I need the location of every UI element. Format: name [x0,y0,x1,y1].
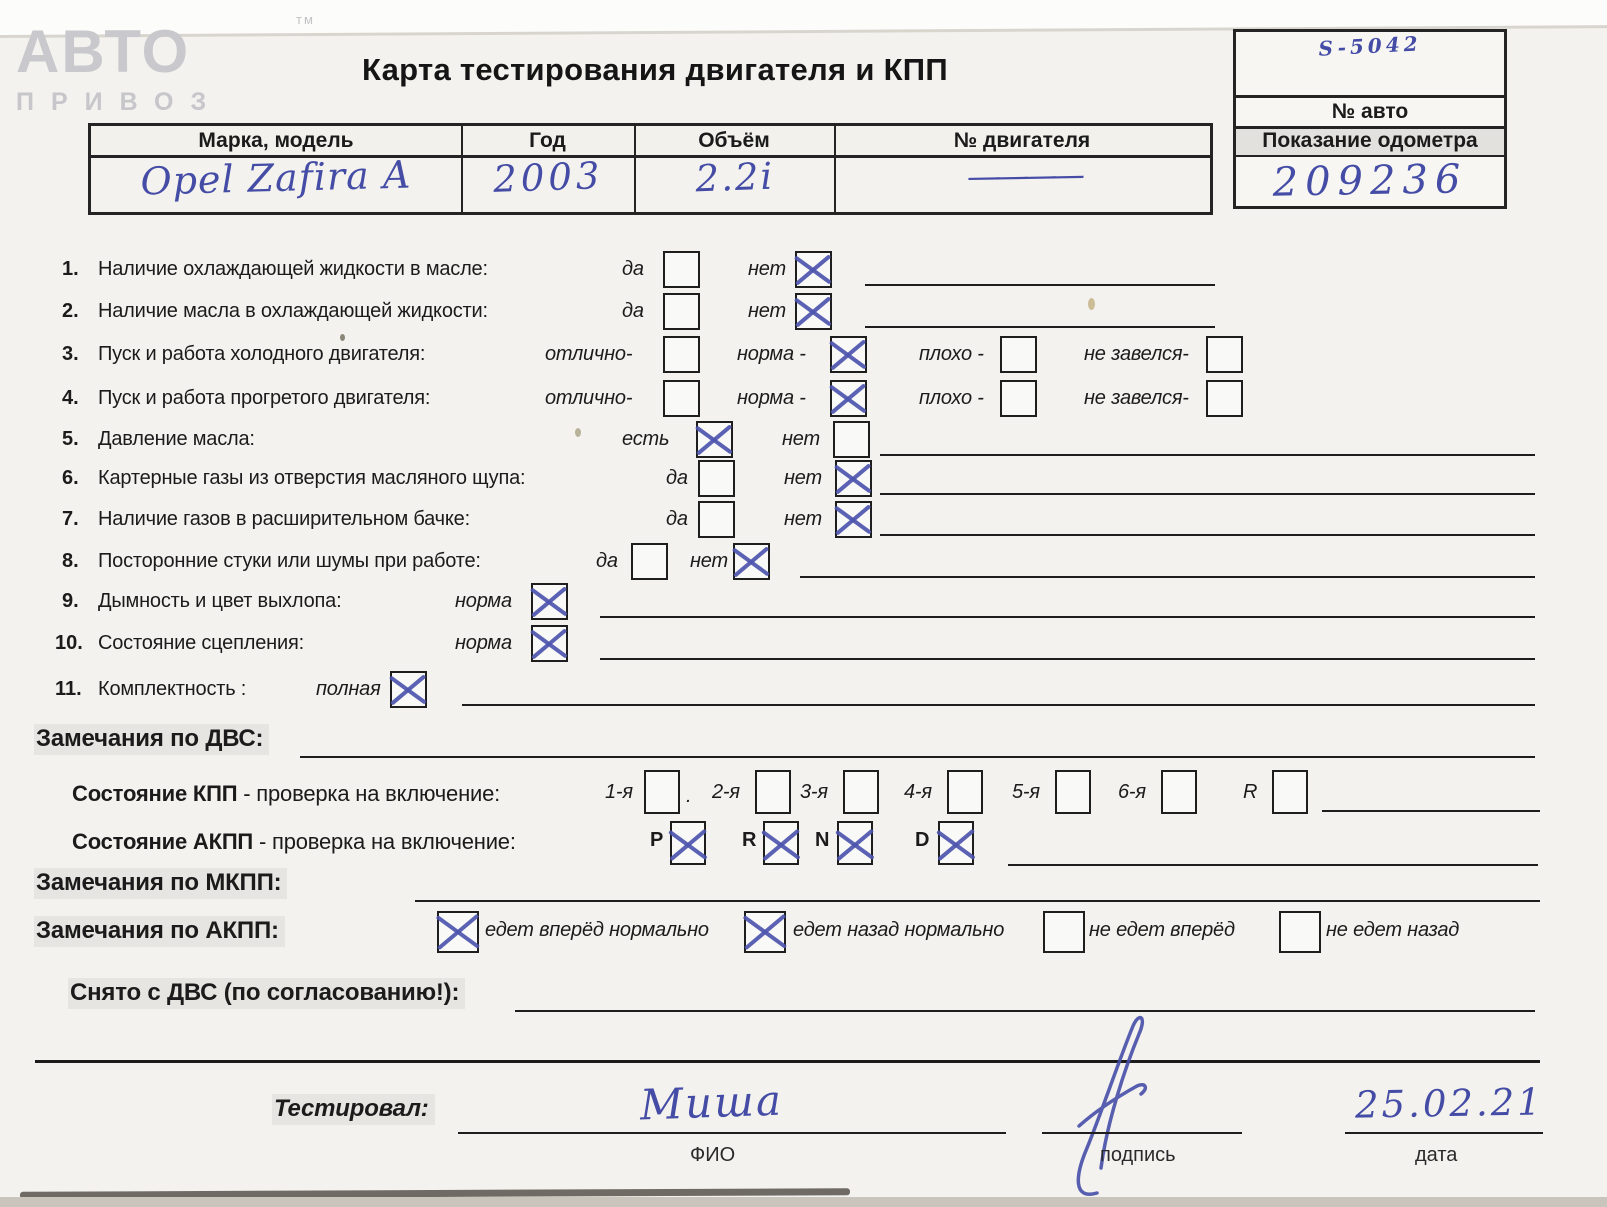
header-brand-model: Марка, модель [198,129,354,152]
checkbox-item3-norm[interactable] [830,336,867,373]
checkbox-item6-yes[interactable] [698,460,735,497]
akpp-remark-option: едет назад нормально [793,919,1005,941]
brand-model-value: Opel Zafira A [139,152,412,204]
item-number: 4. [62,387,79,409]
kpp-state-label-bold: Состояние КПП [72,781,238,806]
option-label-yes: да [622,300,644,322]
akpp-position-label-r: R [742,829,757,851]
checkbox-item3-bad[interactable] [1000,336,1037,373]
tester-name-handwritten: Миша [639,1075,784,1130]
option-label-excellent: отлично- [545,343,633,365]
gear-label-r: R [1243,781,1258,803]
header-engine-number: № двигателя [953,129,1091,152]
item-number: 2. [62,300,79,322]
odometer-value: 209236 [1272,156,1468,206]
item-label: Комплектность : [98,678,247,700]
option-label-norm: норма [455,632,512,654]
removed-from-engine-label: Снято с ДВС (по согласованию!): [68,978,465,1009]
odometer-header: Показание одометра [1236,129,1504,155]
option-label-nostart: не завелся- [1084,387,1189,409]
write-in-line [880,454,1535,456]
kpp-state-label [72,781,500,807]
checkbox-akpp-r[interactable] [763,821,799,865]
tested-by-label: Тестировал: [272,1094,435,1125]
gear-label-3: 3-я [800,781,828,803]
paper-speck [1088,298,1095,310]
checkbox-item2-no[interactable] [795,293,832,330]
volume-value: 2.2i [694,154,775,201]
paper-speck [575,428,581,437]
checkbox-akpp-no-forward[interactable] [1043,911,1085,953]
gear-label-6: 6-я [1118,781,1146,803]
item-label: Дымность и цвет выхлопа: [98,590,342,612]
item-number: 10. [55,632,83,654]
checkbox-item4-bad[interactable] [1000,380,1037,417]
write-in-line [800,576,1535,578]
option-label-yes: да [666,467,688,489]
write-in-line [415,900,1540,902]
checkbox-akpp-no-backward[interactable] [1279,911,1321,953]
option-label-norm: норма [455,590,512,612]
option-label-absent: нет [782,428,820,450]
checkbox-item2-yes[interactable] [663,293,700,330]
item-number: 6. [62,467,79,489]
gear-dot: . [686,785,692,807]
checkbox-gear-4[interactable] [947,770,983,814]
option-label-no: нет [690,550,728,572]
date-line [1345,1132,1543,1134]
paper-speck [340,334,345,341]
fio-line [458,1132,1006,1134]
signature-line [1042,1132,1242,1134]
write-in-line [880,493,1535,495]
option-label-bad: плохо - [919,343,984,365]
item-label: Пуск и работа прогретого двигателя: [98,387,431,409]
akpp-remark-option: едет вперёд нормально [485,919,709,941]
auto-number-value: S-5042 [1317,31,1423,61]
divider [1236,95,1504,98]
option-label-no: нет [748,258,786,280]
vehicle-table [88,123,1213,215]
write-in-line [600,616,1535,618]
header-year: Год [529,129,566,152]
item-number: 1. [62,258,79,280]
checkbox-item10-norm[interactable] [531,625,568,662]
akpp-state-label-bold: Состояние АКПП [72,829,254,854]
checkbox-item8-no[interactable] [733,543,770,580]
checkbox-item3-nostart[interactable] [1206,336,1243,373]
write-in-line [1322,810,1540,812]
checkbox-item7-yes[interactable] [698,501,735,538]
option-label-excellent: отлично- [545,387,633,409]
gear-label-5: 5-я [1012,781,1040,803]
item-label: Состояние сцепления: [98,632,304,654]
item-number: 5. [62,428,79,450]
write-in-line [865,326,1215,328]
item-number: 9. [62,590,79,612]
write-in-line [865,284,1215,286]
signature [1035,998,1185,1198]
option-label-bad: плохо - [919,387,984,409]
item-number: 3. [62,343,79,365]
checkbox-item3-excellent[interactable] [663,336,700,373]
option-label-yes: да [622,258,644,280]
signature-caption: подпись [1100,1144,1176,1166]
checkbox-akpp-p[interactable] [670,821,706,865]
item-label: Наличие охлаждающей жидкости в масле: [98,258,488,280]
checkbox-akpp-d[interactable] [938,821,974,865]
option-label-nostart: не завелся- [1084,343,1189,365]
checkbox-gear-3[interactable] [843,770,879,814]
akpp-position-label-p: P [650,829,664,851]
akpp-remarks-label: Замечания по АКПП: [34,916,285,947]
date-handwritten: 25.02.21 [1354,1080,1545,1127]
item-label: Пуск и работа холодного двигателя: [98,343,426,365]
year-value: 2003 [492,154,605,201]
gear-label-2: 2-я [712,781,740,803]
checkbox-gear-6[interactable] [1161,770,1197,814]
write-in-line [515,1010,1535,1012]
fio-caption: ФИО [690,1144,736,1166]
checkbox-gear-2[interactable] [755,770,791,814]
footer-separator-line [35,1060,1540,1063]
write-in-line [300,756,1535,758]
option-label-yes: да [596,550,618,572]
checkbox-item1-yes[interactable] [663,251,700,288]
checkbox-gear-1[interactable] [644,770,680,814]
option-label-full: полная [316,678,381,700]
gear-label-1: 1-я [605,781,633,803]
akpp-state-label-rest: - проверка на включение: [253,829,516,854]
engine-number-value: ———— [966,155,1080,197]
write-in-line [1008,864,1538,866]
header-volume: Объём [698,129,770,152]
akpp-remark-option: не едет вперёд [1089,919,1235,941]
write-in-line [880,534,1535,536]
akpp-state-label [72,829,516,855]
checkbox-gear-r[interactable] [1272,770,1308,814]
checkbox-item5-absent[interactable] [833,421,870,458]
item-number: 11. [55,678,82,700]
avtoprivoz-logo-subtext: ПРИВОЗ [16,88,224,116]
item-label: Картерные газы из отверстия масляного щупа: [98,467,526,489]
checkbox-item4-excellent[interactable] [663,380,700,417]
checkbox-item6-no[interactable] [835,460,872,497]
page-title: Карта тестирования двигателя и КПП [362,52,948,87]
checkbox-item9-norm[interactable] [531,583,568,620]
checkbox-item11-full[interactable] [390,671,427,708]
item-number: 8. [62,550,79,572]
option-label-yes: да [666,508,688,530]
akpp-position-label-d: D [915,829,930,851]
akpp-remark-option: не едет назад [1326,919,1460,941]
option-label-norm: норма - [737,343,806,365]
write-in-line [600,658,1535,660]
item-label: Наличие масла в охлаждающей жидкости: [98,300,488,322]
auto-number-label: № авто [1331,100,1409,123]
checkbox-item5-present[interactable] [696,421,733,458]
item-number: 7. [62,508,79,530]
checkbox-gear-5[interactable] [1055,770,1091,814]
option-label-no: нет [748,300,786,322]
write-in-line [462,704,1535,706]
item-label: Давление масла: [98,428,255,450]
checkbox-item4-nostart[interactable] [1206,380,1243,417]
checkbox-item4-norm[interactable] [830,380,867,417]
checkbox-item1-no[interactable] [795,251,832,288]
kpp-state-label-rest: - проверка на включение: [237,781,501,806]
checkbox-item8-yes[interactable] [631,543,668,580]
mkpp-remarks-label: Замечания по МКПП: [34,868,287,899]
akpp-position-label-n: N [815,829,830,851]
checkbox-akpp-n[interactable] [837,821,873,865]
item-label: Наличие газов в расширительном бачке: [98,508,470,530]
checkbox-akpp-drives-backward[interactable] [744,911,786,953]
auto-number-box [1233,29,1507,209]
option-label-no: нет [784,508,822,530]
trademark-mark: тм [296,12,315,27]
option-label-no: нет [784,467,822,489]
avtoprivoz-logo: АВТО [16,18,191,85]
checkbox-akpp-drives-forward[interactable] [437,911,479,953]
item-label: Посторонние стуки или шумы при работе: [98,550,481,572]
dvs-remarks-label: Замечания по ДВС: [34,724,269,755]
option-label-present: есть [622,428,670,450]
option-label-norm: норма - [737,387,806,409]
date-caption: дата [1415,1144,1458,1166]
checkbox-item7-no[interactable] [835,501,872,538]
gear-label-4: 4-я [904,781,932,803]
